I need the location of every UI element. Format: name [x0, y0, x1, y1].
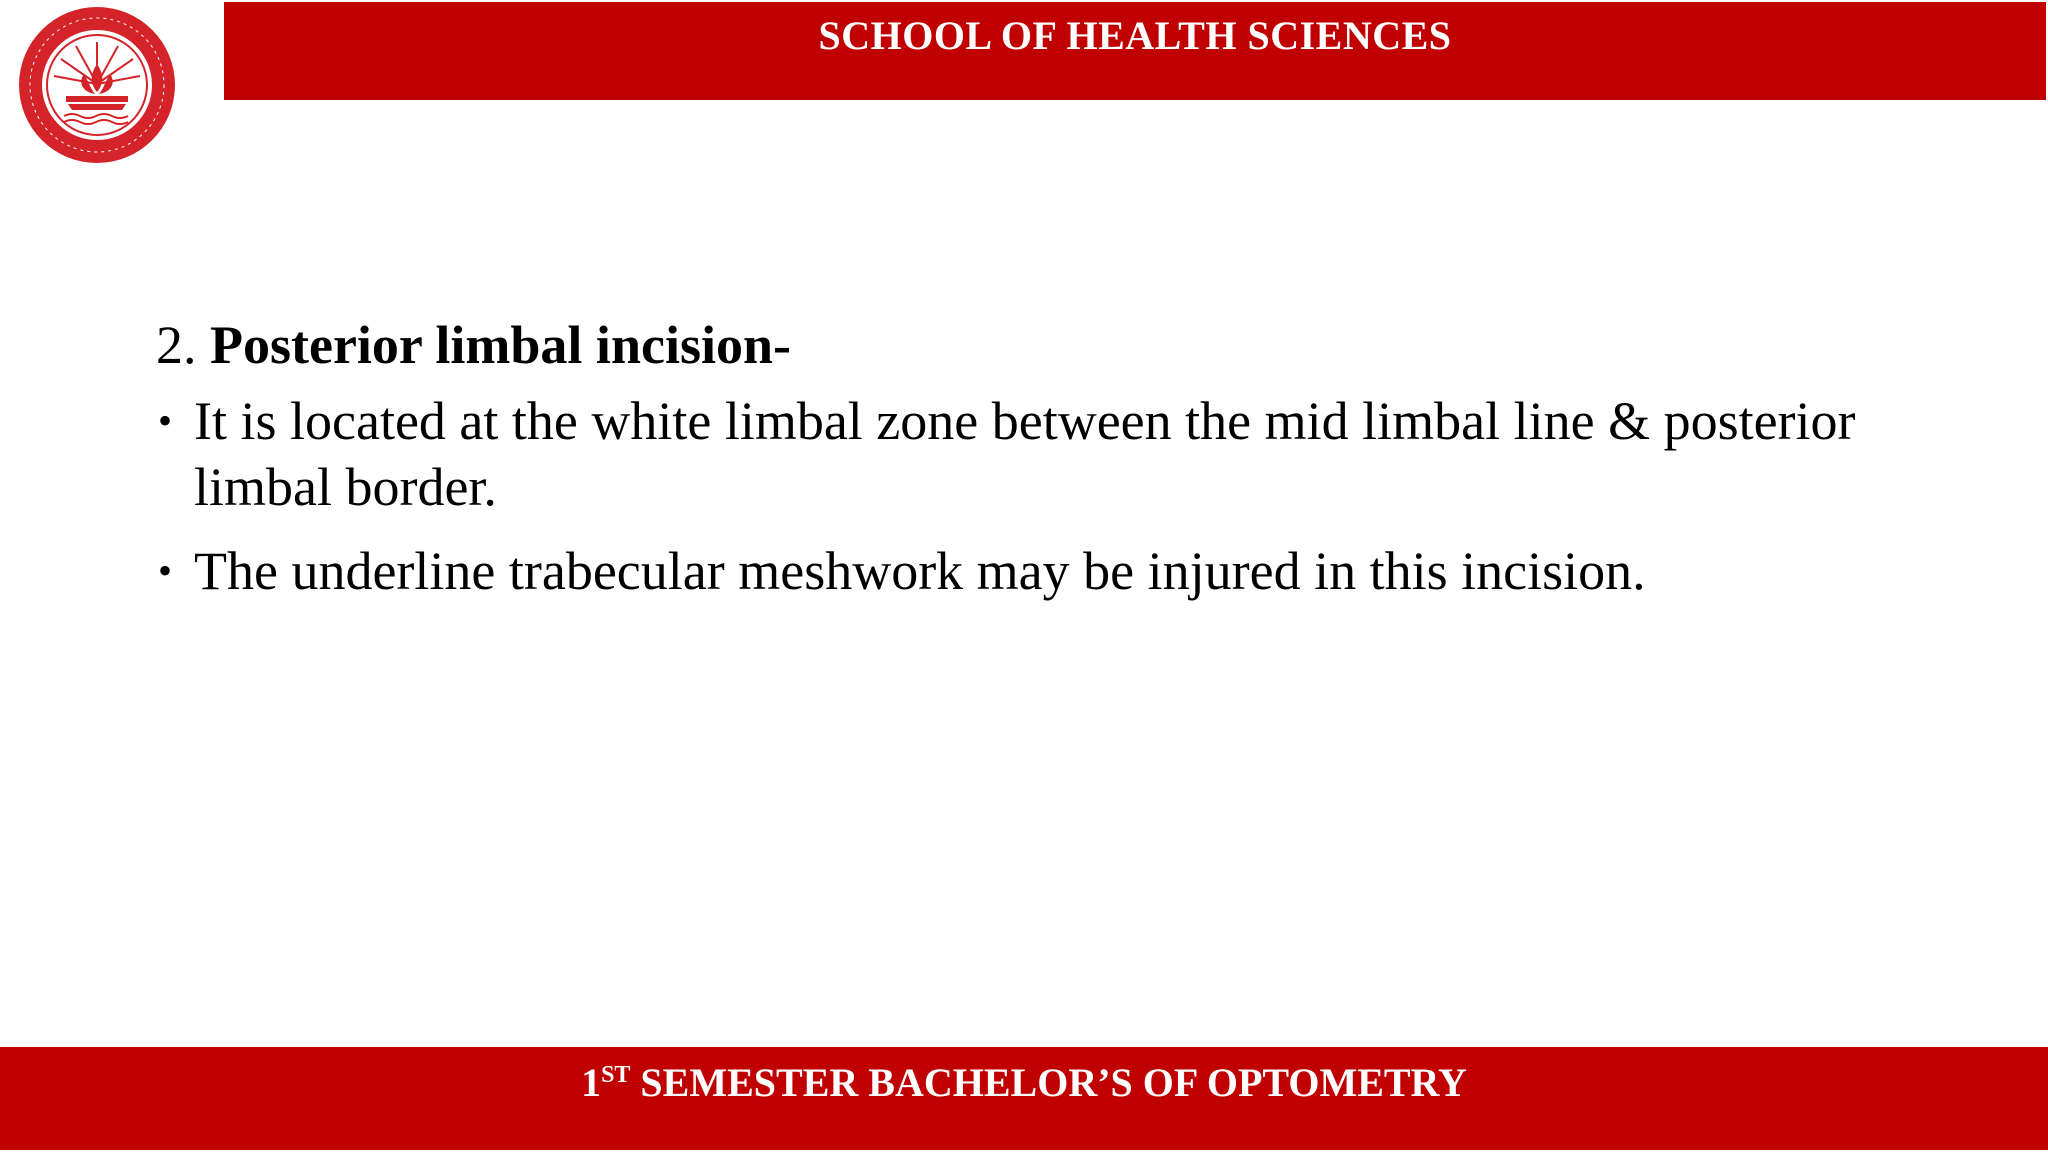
- header-title: SCHOOL OF HEALTH SCIENCES: [818, 13, 1452, 58]
- bullet-icon: •: [158, 548, 173, 593]
- slide-content: [156, 310, 1996, 622]
- section-heading: [156, 310, 1996, 380]
- bullet-list: [156, 388, 1996, 604]
- bullet-item: [156, 388, 1996, 520]
- footer-text: SEMESTER BACHELOR’S OF OPTOMETRY: [640, 1060, 1467, 1105]
- heading-number: 2.: [156, 315, 197, 375]
- footer-title: [0, 1059, 2048, 1106]
- footer-ordinal-suffix: ST: [601, 1062, 631, 1088]
- footer-ordinal: 1: [581, 1060, 602, 1105]
- bullet-text: It is located at the white limbal zone between the mid limbal line & posterior limbal border.: [194, 391, 1856, 517]
- heading-text: Posterior limbal incision-: [210, 315, 791, 375]
- bullet-item: [156, 538, 1996, 604]
- bullet-icon: •: [158, 398, 173, 443]
- bullet-text: The underline trabecular meshwork may be injured in this incision.: [194, 541, 1646, 601]
- header-band: [224, 2, 2046, 100]
- footer-band: [0, 1047, 2048, 1150]
- university-seal-icon: [16, 4, 178, 166]
- university-logo: [16, 4, 178, 166]
